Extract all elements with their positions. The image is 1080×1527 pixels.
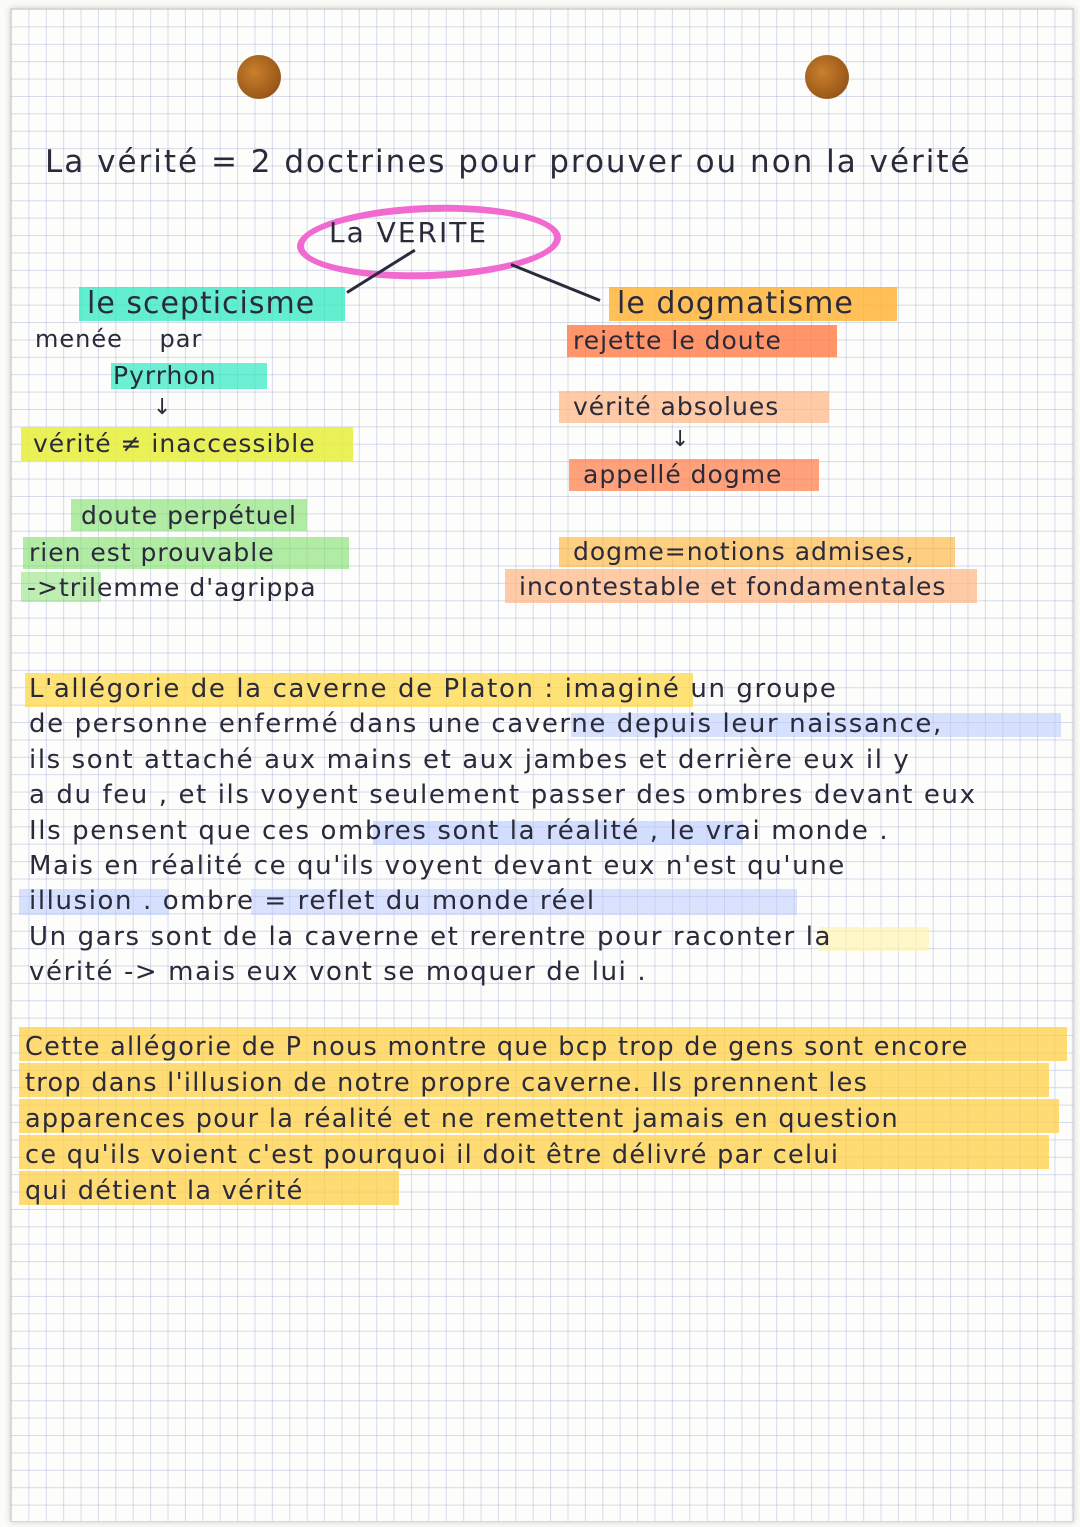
conclusion-line: ce qu'ils voient c'est pourquoi il doit être délivré par celui xyxy=(25,1140,840,1170)
scepticism-trilemma: ->trilemme d'agrippa xyxy=(27,573,317,602)
dogmatism-arrow: ↓ xyxy=(671,427,690,452)
scepticism-arrow: ↓ xyxy=(153,395,172,420)
connector-right xyxy=(510,263,600,302)
conclusion-line: Cette allégorie de P nous montre que bcp trop de gens sont encore xyxy=(25,1032,969,1062)
allegory-line: ils sont attaché aux mains et aux jambes et derrière eux il y xyxy=(29,744,911,775)
allegory-line: Un gars sont de la caverne et rerentre pour raconter la xyxy=(29,921,833,952)
conclusion-paragraph xyxy=(25,1029,1069,1209)
scepticism-led-by: menée par xyxy=(35,325,203,353)
dogmatism-def1: dogme=notions admises, xyxy=(573,537,915,566)
page-title: La vérité = 2 doctrines pour prouver ou non la vérité xyxy=(45,144,972,180)
dogmatism-heading: le dogmatisme xyxy=(617,286,854,321)
binder-hole-left xyxy=(237,55,281,99)
dogmatism-rejects: rejette le doute xyxy=(573,326,782,355)
dogmatism-absolute: vérité absolues xyxy=(573,392,780,421)
scepticism-author: Pyrrhon xyxy=(113,361,217,390)
notebook-page xyxy=(10,8,1074,1522)
allegory-line: Ils pensent que ces ombres sont la réalité , le vrai monde . xyxy=(29,815,890,846)
allegory-line: L'allégorie de la caverne de Platon : imaginé un groupe xyxy=(29,674,838,704)
scepticism-nothing: rien est prouvable xyxy=(29,538,275,567)
verite-label: La VERITE xyxy=(329,216,489,249)
dogmatism-called: appellé dogme xyxy=(583,460,783,489)
conclusion-line: qui détient la vérité xyxy=(25,1176,304,1206)
binder-hole-right xyxy=(805,55,849,99)
scepticism-truth: vérité ≠ inaccessible xyxy=(33,429,316,458)
allegory-line: a du feu , et ils voyent seulement passer des ombres devant eux xyxy=(29,780,977,811)
allegory-line: Mais en réalité ce qu'ils voyent devant eux n'est qu'une xyxy=(29,850,846,881)
allegory-line: de personne enfermé dans une caverne depuis leur naissance, xyxy=(29,709,943,740)
conclusion-line: apparences pour la réalité et ne remettent jamais en question xyxy=(25,1104,899,1134)
conclusion-line: trop dans l'illusion de notre propre caverne. Ils prennent les xyxy=(25,1068,869,1098)
allegory-paragraph xyxy=(29,672,1069,991)
scepticism-doubt: doute perpétuel xyxy=(81,501,297,530)
scepticism-heading: le scepticisme xyxy=(87,286,316,321)
allegory-line: illusion . ombre = reflet du monde réel xyxy=(29,886,596,917)
dogmatism-def2: incontestable et fondamentales xyxy=(519,572,947,601)
allegory-line: vérité -> mais eux vont se moquer de lui . xyxy=(29,957,648,988)
